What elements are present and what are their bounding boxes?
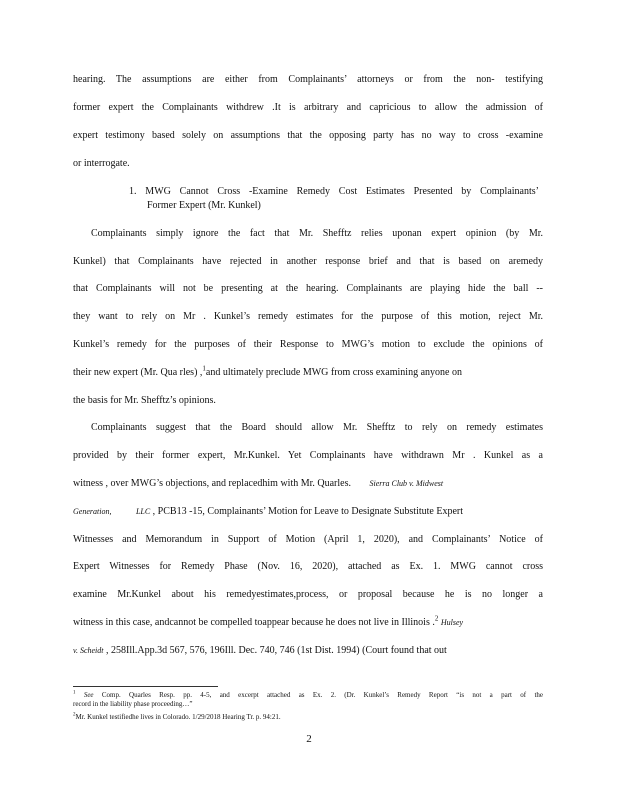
- footnote-2: [73, 713, 543, 722]
- body-line: hearing. The assumptions are either from Complainants’ attorneys or from the non- testifying: [73, 74, 543, 85]
- body-line: expert testimony based solely on assumptions that the opposing party has no way to cross -examine: [73, 130, 543, 141]
- case-citation: LLC: [135, 507, 151, 516]
- body-text: , PCB13 -15, Complainants’ Motion for Leave to Designate Substitute Expert: [150, 506, 463, 517]
- body-line: former expert the Complainants withdrew .It is arbitrary and capricious to allow the admission of: [73, 102, 543, 113]
- body-line: that Complainants will not be presenting at the hearing. Complainants are playing hide the ball --: [73, 283, 543, 294]
- body-line: Expert Witnesses for Remedy Phase (Nov. 16, 2020), attached as Ex. 1. MWG cannot cross: [73, 561, 543, 572]
- footnote-divider: [73, 686, 218, 687]
- body-line: [73, 366, 543, 380]
- section-heading: 1. MWG Cannot Cross -Examine Remedy Cost Estimates Presented by Complainants’: [129, 186, 539, 197]
- body-text: witness in this case, andcannot be compelled toappear because he does not live in Illinois .: [73, 617, 435, 628]
- body-line: Kunkel) that Complainants have rejected in another response brief and that is based on aremedy: [73, 256, 543, 267]
- body-line: [73, 477, 543, 491]
- body-line: examine Mr.Kunkel about his remedyestimates,process, or proposal because he is no longer a: [73, 589, 543, 600]
- body-line: Kunkel’s remedy for the purposes of their Response to MWG’s motion to exclude the opinions of: [73, 339, 543, 350]
- section-heading: Former Expert (Mr. Kunkel): [147, 200, 261, 211]
- footnote-mark: 2: [73, 712, 76, 718]
- page-number: 2: [306, 733, 312, 745]
- body-line: the basis for Mr. Shefftz’s opinions.: [73, 395, 216, 406]
- case-citation: Generation,: [73, 507, 112, 516]
- body-text: witness , over MWG’s objections, and replacedhim with Mr. Quarles.: [73, 478, 351, 489]
- footnote-1: [73, 691, 543, 700]
- body-line: [73, 616, 543, 630]
- body-text: their new expert (Mr. Qua rles) ,: [73, 367, 203, 378]
- footnote-ref: 2: [434, 614, 439, 623]
- body-line: or interrogate.: [73, 158, 130, 169]
- body-text: and ultimately preclude MWG from cross examining anyone on: [205, 367, 462, 378]
- footnote-signal: See: [83, 691, 94, 699]
- footnote-text: Mr. Kunkel testifiedhe lives in Colorado. 1/29/2018 Hearing Tr. p. 94:21.: [75, 713, 281, 721]
- body-line: Complainants simply ignore the fact that Mr. Shefftz relies uponan expert opinion (by Mr.: [91, 228, 543, 239]
- footnote-ref: 1: [202, 364, 206, 373]
- body-line: [73, 644, 543, 658]
- body-line: Complainants suggest that the Board should allow Mr. Shefftz to rely on remedy estimates: [91, 422, 543, 433]
- body-line: Witnesses and Memorandum in Support of Motion (April 1, 2020), and Complainants’ Notice of: [73, 534, 543, 545]
- case-citation: Sierra Club v. Midwest: [369, 479, 444, 488]
- footnote-mark: 1: [73, 690, 76, 696]
- case-citation: Hulsey: [440, 618, 464, 627]
- footnote-1-cont: record in the liability phase proceeding…”: [73, 700, 193, 708]
- body-line: [73, 505, 543, 519]
- body-line: they want to rely on Mr . Kunkel’s remedy estimates for the purpose of this motion, reject Mr.: [73, 311, 543, 322]
- body-line: provided by their former expert, Mr.Kunkel. Yet Complainants have withdrawn Mr . Kunkel as a: [73, 450, 543, 461]
- footnote-text: Comp. Quarles Resp. pp. 4-5, and excerpt attached as Ex. 2. (Dr. Kunkel’s Remedy Report “is not a part of the: [93, 691, 544, 699]
- case-citation: v. Scheidt: [73, 646, 104, 655]
- body-text: , 258Ill.App.3d 567, 576, 196Ill. Dec. 740, 746 (1st Dist. 1994) (Court found that out: [103, 645, 447, 656]
